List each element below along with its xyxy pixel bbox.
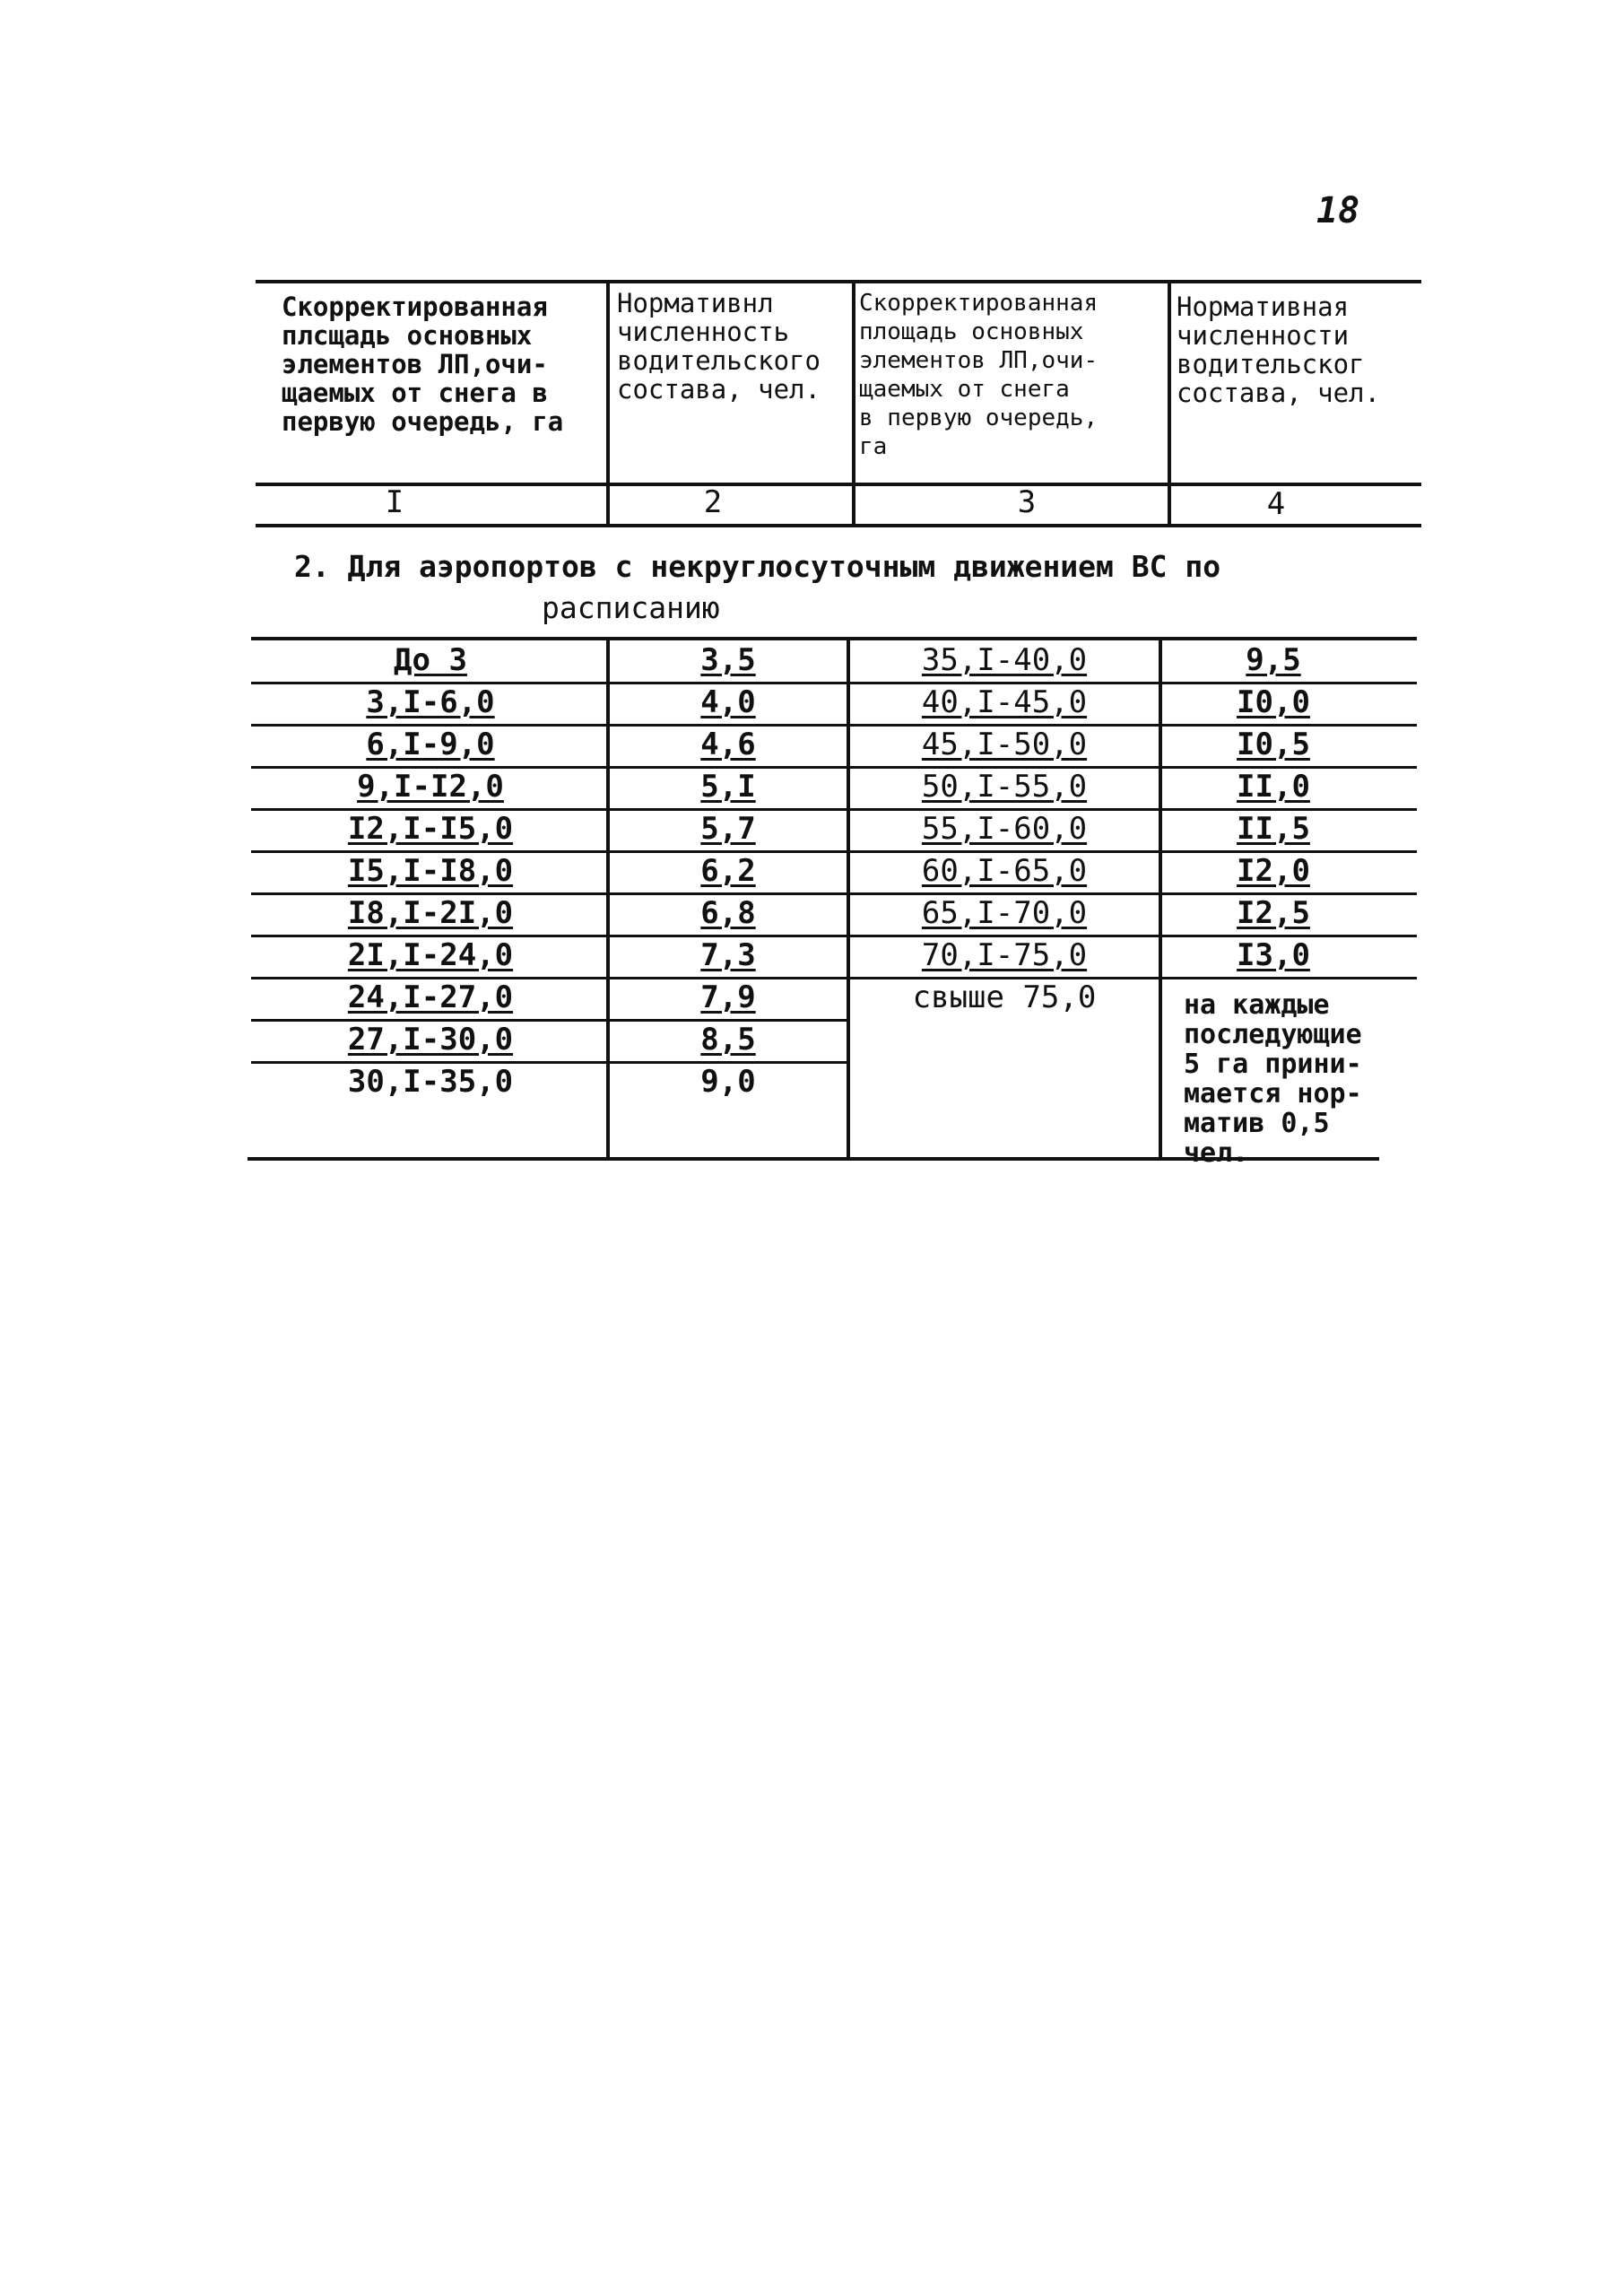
- left-staff-cell: 4,0: [700, 684, 756, 720]
- right-staff-cell: I2,5: [1237, 895, 1310, 931]
- left-area-cell: 2I,I-24,0: [347, 937, 514, 973]
- column-number-4: 4: [1266, 486, 1286, 522]
- section-title-line1: 2. Для аэропортов с некруглосуточным движением ВС по: [294, 549, 1221, 584]
- right-area-cell: 70,I-75,0: [921, 937, 1088, 973]
- left-area-cell: 24,I-27,0: [347, 979, 514, 1015]
- header-bottom-rule: [256, 483, 1421, 486]
- right-area-cell: 60,I-65,0: [921, 853, 1088, 889]
- right-staff-cell: I3,0: [1237, 937, 1310, 973]
- left-staff-cell: 9,0: [700, 1064, 756, 1100]
- header-divider-1: [606, 280, 610, 526]
- section-title-line2: расписанию: [542, 590, 720, 625]
- data-divider-3: [1159, 637, 1162, 1159]
- header-divider-2: [852, 280, 855, 526]
- left-staff-cell: 3,5: [700, 642, 756, 678]
- header-col4: Нормативная численности водительског состава, чел.: [1177, 292, 1380, 408]
- left-area-cell: 30,I-35,0: [347, 1064, 514, 1100]
- left-area-cell: I2,I-I5,0: [347, 811, 514, 847]
- column-number-3: 3: [1017, 484, 1037, 520]
- right-area-cell: 35,I-40,0: [921, 642, 1088, 678]
- left-area-cell: 9,I-I2,0: [357, 769, 504, 805]
- left-area-cell: 6,I-9,0: [366, 727, 495, 762]
- data-divider-1: [606, 637, 610, 1159]
- right-area-cell: 45,I-50,0: [921, 727, 1088, 762]
- left-staff-cell: 7,9: [700, 979, 756, 1015]
- right-staff-cell: I2,0: [1237, 853, 1310, 889]
- left-area-cell: 27,I-30,0: [347, 1022, 514, 1058]
- left-area-cell: До 3: [394, 642, 467, 678]
- left-staff-cell: 7,3: [700, 937, 756, 973]
- left-area-cell: I8,I-2I,0: [347, 895, 514, 931]
- numbers-bottom-rule: [256, 524, 1421, 527]
- data-table-top-rule: [251, 637, 1417, 640]
- header-col1: Скорректированная плсщадь основных элементов ЛП,очи- щаемых от снега в первую очередь, га: [282, 292, 564, 437]
- column-number-2: 2: [703, 484, 723, 520]
- left-area-cell: 3,I-6,0: [366, 684, 495, 720]
- header-col2: Нормативнл численность водительского состава, чел.: [617, 288, 821, 405]
- left-staff-cell: 5,I: [700, 769, 756, 805]
- right-staff-cell: I0,5: [1237, 727, 1310, 762]
- right-staff-cell: II,5: [1237, 811, 1310, 847]
- left-staff-cell: 6,2: [700, 853, 756, 889]
- page-number: 18: [1316, 190, 1360, 231]
- header-col3: Скорректированная площадь основных элементов ЛП,очи- щаемых от снега в первую очередь, га: [859, 290, 1099, 460]
- left-area-cell: I5,I-I8,0: [347, 853, 514, 889]
- column-number-1: I: [385, 484, 404, 520]
- left-staff-cell: 6,8: [700, 895, 756, 931]
- right-staff-cell: I0,0: [1237, 684, 1310, 720]
- right-area-cell: 40,I-45,0: [921, 684, 1088, 720]
- left-staff-cell: 5,7: [700, 811, 756, 847]
- right-area-cell: свыше 75,0: [912, 979, 1097, 1015]
- left-staff-cell: 4,6: [700, 727, 756, 762]
- overflow-note: на каждые последующие 5 га прини- мается нор- матив 0,5 чел.: [1184, 989, 1362, 1169]
- header-top-rule: [256, 280, 1421, 283]
- data-divider-2: [847, 637, 850, 1159]
- right-area-cell: 55,I-60,0: [921, 811, 1088, 847]
- left-staff-cell: 8,5: [700, 1022, 756, 1058]
- header-divider-3: [1168, 280, 1171, 526]
- right-staff-cell: II,0: [1237, 769, 1310, 805]
- right-area-cell: 65,I-70,0: [921, 895, 1088, 931]
- right-staff-cell: 9,5: [1246, 642, 1301, 678]
- right-area-cell: 50,I-55,0: [921, 769, 1088, 805]
